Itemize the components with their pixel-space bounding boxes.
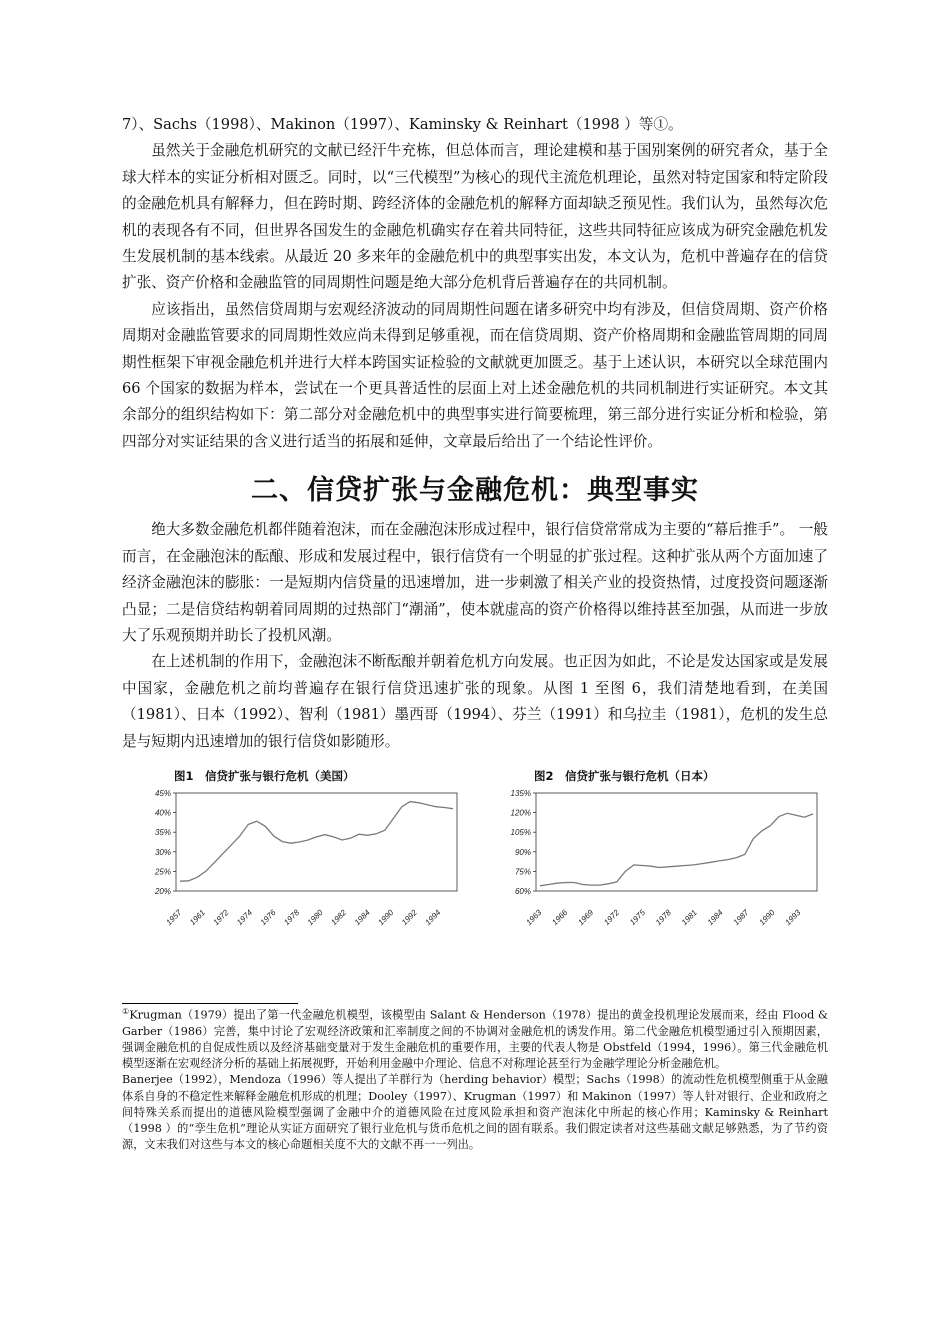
x-tick-label: 1963: [524, 907, 544, 927]
paragraph-literature-gap: 虽然关于金融危机研究的文献已经汗牛充栋，但总体而言，理论建模和基于国别案例的研究者众，基于全球大样本的实证分析相对匮乏。同时，以“三代模型”为核心的现代主流危机理论，虽然对特定国家和特定阶段的金融危机具有解释力，但在跨时期、跨经济体的金融危机的解释方面却缺乏预见性。我们认为，虽然每次危机的表现各有不同，但世界各国发生的金融危机确实存在着共同特征，这些共同特征应该成为研究金融危机发生发展机制的基本线索。从最近 20 多来年的金融危机中的典型事实出发，本文认为，危机中普遍存在的信贷扩张、资产价格和金融监管的同周期性问题是绝大部分危机背后普遍存在的共同机制。: [122, 142, 828, 292]
figure-2-title: 图2 信贷扩张与银行危机（日本）: [534, 768, 715, 783]
paragraph-credit-expansion-evidence: 在上述机制的作用下，金融泡沫不断酝酿并朝着危机方向发展。也正因为如此，不论是发达国家或是发展中国家，金融危机之前均普遍存在银行信贷迅速扩张的现象。从图 1 至图 6，我们清楚地看到，在美国（1981）、日本（1992）、智利（1981）墨西哥（1994）、芬兰（1991）和乌拉圭（1981），危机的发生总是与短期内迅速增加的银行信贷如影随形。: [122, 653, 828, 750]
y-tick-label: 120%: [510, 808, 531, 818]
x-tick-label: 1978: [653, 907, 673, 927]
x-tick-label: 1980: [305, 907, 325, 927]
x-tick-label: 1969: [576, 907, 596, 927]
x-tick-label: 1978: [282, 907, 302, 927]
footnote-marker: ①: [122, 1006, 130, 1016]
section-heading: 二、信贷扩张与金融危机：典型事实: [251, 475, 699, 507]
y-tick-label: 105%: [510, 828, 531, 838]
x-tick-label: 1974: [235, 907, 255, 927]
footnote-1-continued: Banerjee（1992），Mendoza（1996）等人提出了羊群行为（herding behavior）模型；Sachs（1998）的流动性危机模型侧重于从金融体系自身的不稳定性来解释金融危机形成的机理；Dooley（1997）、Krugman（1997）和 Makinon（1997）等人针对银行、企业和政府之间特殊关系而提出的道德风险模型强调了金融中介的道德风险在过度风险承担和资产泡沫化中所起的核心作用；Kaminsky & Reinhart（1998 ）的“孪生危机”理论从实证方面研究了银行业危机与货币危机之间的固有联系。我们假定读者对这些基础文献足够熟悉，为了节约资源，文末我们对这些与本文的核心命题相关度不大的文献不再一一列出。: [122, 1073, 828, 1152]
x-tick-label: 1993: [783, 907, 803, 927]
x-tick-label: 1972: [602, 907, 622, 927]
plot-frame: [536, 793, 817, 891]
x-tick-label: 1984: [705, 907, 725, 927]
series-line: [540, 813, 813, 886]
figures-row: [122, 765, 828, 965]
y-tick-label: 90%: [514, 847, 531, 857]
figure-2-chart: [492, 787, 822, 957]
x-tick-label: 1966: [550, 907, 570, 927]
footnote-1: ①Krugman（1979）提出了第一代金融危机模型，该模型由 Salant & Henderson（1978）提出的黄金投机理论发展而来，经由 Flood & Garber（1986）完善，集中讨论了宏观经济政策和汇率制度之间的不协调对金融危机的诱发作用。第二代金融危机模型通过引入预期因素，强调金融危机的自促成性质以及经济基础变量对于发生金融危机的重要作用，主要的代表人物是 Obstfeld（1994，1996）。第三代金融危机模型逐渐在宏观经济分析的基础上拓展视野，开始利用金融中介理论、信息不对称理论甚至行为金融学理论分析金融危机。: [122, 1006, 828, 1071]
paragraph-credit-bubble: 绝大多数金融危机都伴随着泡沫，而在金融泡沫形成过程中，银行信贷常常成为主要的“幕后推手”。 一般而言，在金融泡沫的酝酿、形成和发展过程中，银行信贷有一个明显的扩张过程。这种扩张从两个方面加速了经济金融泡沫的膨胀：一是短期内信贷量的迅速增加，进一步刺激了相关产业的投资热情，过度投资问题逐渐凸显；二是信贷结构朝着同周期的过热部门“潮涌”，使本就虚高的资产价格得以维持甚至加强，从而进一步放大了乐观预期并助长了投机风潮。: [122, 521, 828, 644]
x-tick-label: 1961: [188, 907, 207, 927]
x-tick-label: 1982: [329, 907, 349, 927]
figure-2: [492, 765, 822, 957]
x-tick-label: 1987: [731, 907, 751, 927]
figure-1-chart: [132, 787, 462, 957]
y-tick-label: 45%: [154, 788, 171, 798]
y-tick-label: 60%: [514, 886, 531, 896]
plot-frame: [176, 793, 457, 891]
x-tick-label: 1976: [258, 907, 278, 927]
y-tick-label: 135%: [510, 788, 531, 798]
y-tick-label: 25%: [154, 867, 171, 877]
x-tick-label: 1957: [164, 907, 184, 927]
page-content: [122, 112, 828, 1154]
x-tick-label: 1972: [211, 907, 231, 927]
y-tick-label: 35%: [154, 828, 171, 838]
figure-1-title: 图1 信贷扩张与银行危机（美国）: [174, 768, 355, 783]
series-line: [180, 802, 453, 882]
x-tick-label: 1981: [679, 907, 699, 927]
x-tick-label: 1975: [628, 907, 648, 927]
paragraph-continued: 7）、Sachs（1998）、Makinon（1997）、Kaminsky & Reinhart（1998 ）等①。: [122, 116, 683, 133]
x-tick-label: 1990: [757, 907, 777, 927]
x-tick-label: 1984: [352, 907, 372, 927]
y-tick-label: 30%: [154, 847, 171, 857]
y-tick-label: 20%: [154, 886, 171, 896]
figure-1: [132, 765, 462, 957]
x-tick-label: 1992: [399, 907, 419, 927]
x-tick-label: 1994: [423, 907, 443, 927]
x-tick-label: 1990: [376, 907, 396, 927]
paragraph-paper-structure: 应该指出，虽然信贷周期与宏观经济波动的同周期性问题在诸多研究中均有涉及，但信贷周期、资产价格周期对金融监管要求的同周期性效应尚未得到足够重视，而在信贷周期、资产价格周期和金融监管周期的同周期性框架下审视金融危机并进行大样本跨国实证检验的文献就更加匮乏。基于上述认识，本研究以全球范围内 66 个国家的数据为样本，尝试在一个更具普适性的层面上对上述金融危机的共同机制进行实证研究。本文其余部分的组织结构如下：第二部分对金融危机中的典型事实进行简要梳理，第三部分进行实证分析和检验，第四部分对实证结果的含义进行适当的拓展和延伸，文章最后给出了一个结论性评价。: [122, 300, 828, 450]
y-tick-label: 40%: [154, 808, 171, 818]
y-tick-label: 75%: [514, 867, 531, 877]
